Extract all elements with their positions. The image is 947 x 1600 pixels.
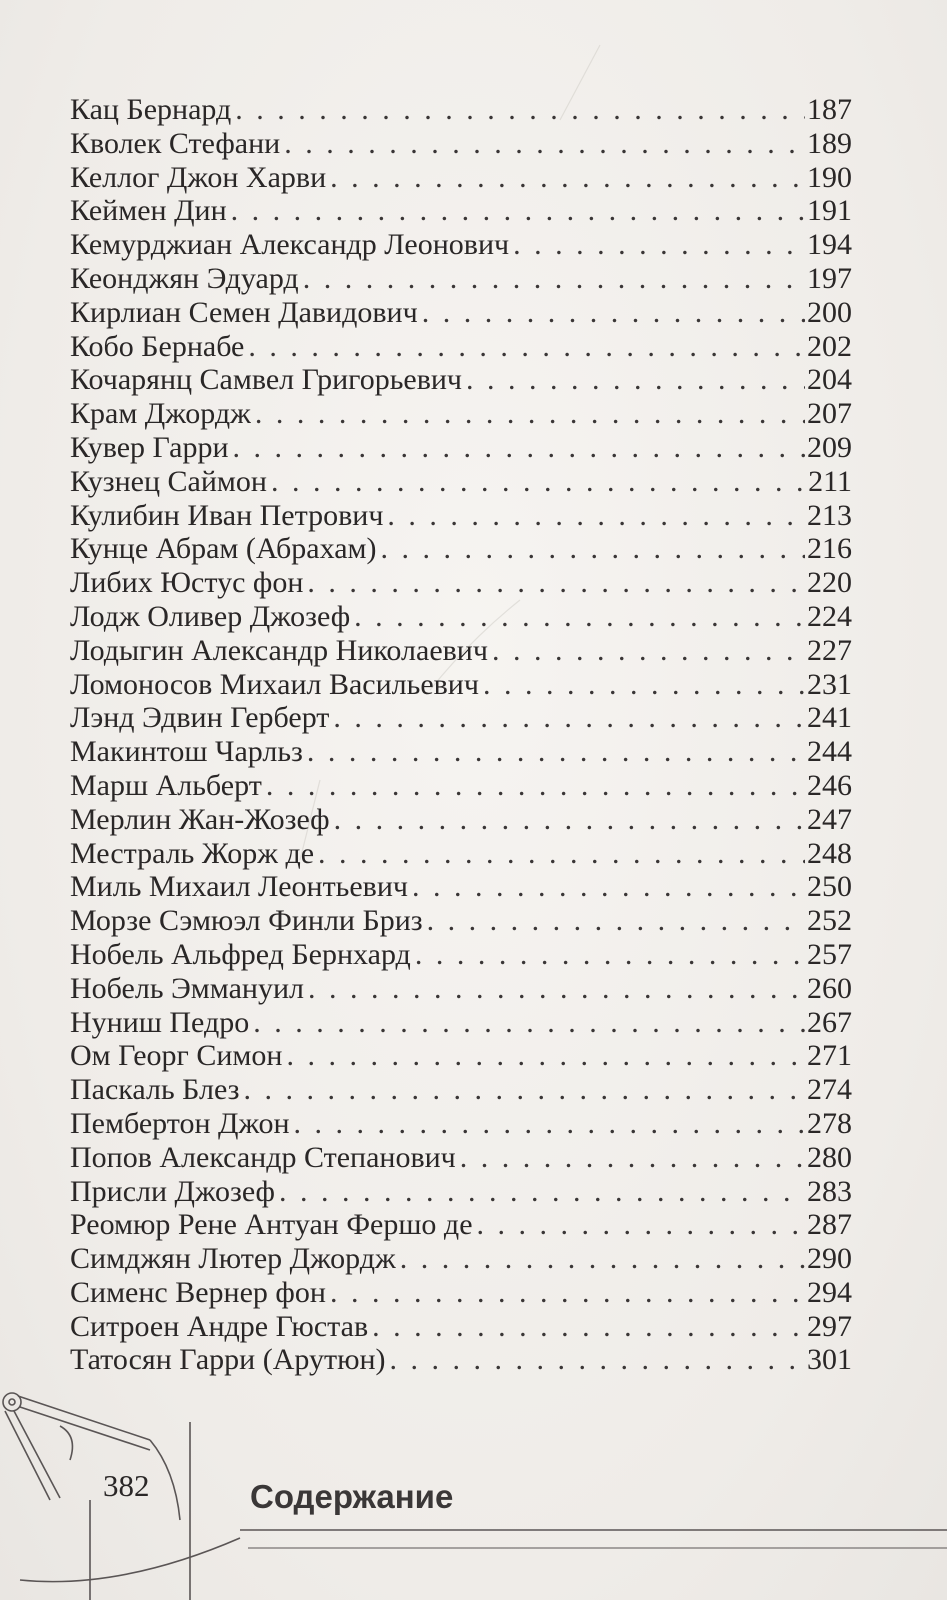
- toc-entry: [70, 499, 852, 533]
- toc-leader-dots: [372, 1310, 805, 1344]
- toc-entry-name: Кузнец Саймон: [70, 464, 267, 498]
- toc-entry-page: 280: [807, 1140, 852, 1174]
- toc-entry-name: Кочарянц Самвел Григорьевич: [70, 363, 463, 397]
- toc-entry: [70, 532, 852, 566]
- toc-entry-page: 190: [807, 160, 852, 194]
- toc-entry-page: 260: [807, 971, 852, 1005]
- toc-entry-name: Нобель Эммануил: [70, 971, 304, 1005]
- toc-entry-name: Кунце Абрам (Абрахам): [70, 532, 377, 566]
- toc-entry-page: 204: [807, 363, 852, 397]
- toc-entry: [70, 735, 852, 769]
- toc-entry-name: Симджян Лютер Джордж: [70, 1242, 396, 1276]
- toc-entry-name: Кирлиан Семен Давидович: [70, 295, 418, 329]
- toc-entry: [70, 668, 852, 702]
- toc-entry-page: 189: [807, 126, 852, 160]
- toc-entry-page: 283: [807, 1174, 852, 1208]
- toc-entry: [70, 397, 852, 431]
- toc-leader-dots: [318, 837, 805, 871]
- toc-leader-dots: [354, 600, 805, 634]
- toc-entry: [70, 228, 852, 262]
- toc-entry-page: 227: [807, 633, 852, 667]
- toc-entry-name: Лодж Оливер Джозеф: [70, 599, 351, 633]
- toc-leader-dots: [422, 296, 805, 330]
- toc-entry-name: Кулибин Иван Петрович: [70, 498, 384, 532]
- toc-leader-dots: [390, 1343, 805, 1377]
- toc-leader-dots: [483, 668, 805, 702]
- toc-entry-name: Ом Георг Симон: [70, 1039, 283, 1073]
- toc-leader-dots: [466, 363, 805, 397]
- toc-leader-dots: [231, 194, 805, 228]
- toc-entry-name: Нуниш Педро: [70, 1005, 250, 1039]
- toc-entry-page: 216: [807, 532, 852, 566]
- toc-entry-page: 246: [807, 768, 852, 802]
- toc-entry: [70, 1039, 852, 1073]
- toc-entry-name: Мерлин Жан-Жозеф: [70, 802, 330, 836]
- toc-entry: [70, 431, 852, 465]
- toc-entry: [70, 1242, 852, 1276]
- toc-entry: [70, 1107, 852, 1141]
- toc-entry: [70, 296, 852, 330]
- toc-entry-page: 248: [807, 836, 852, 870]
- toc-entry-name: Кеймен Дин: [70, 194, 227, 228]
- toc-leader-dots: [460, 1141, 805, 1175]
- toc-entry-name: Ситроен Андре Гюстав: [70, 1309, 369, 1343]
- toc-leader-dots: [381, 532, 806, 566]
- toc-leader-dots: [415, 938, 805, 972]
- toc-entry: [70, 701, 852, 735]
- toc-leader-dots: [308, 972, 805, 1006]
- toc-entry-page: 220: [807, 566, 852, 600]
- toc-entry-page: 187: [807, 93, 852, 126]
- toc-entry-name: Келлог Джон Харви: [70, 160, 327, 194]
- toc-leader-dots: [333, 701, 805, 735]
- toc-entry-page: 194: [807, 228, 852, 262]
- toc-entry: [70, 566, 852, 600]
- toc-entry: [70, 803, 852, 837]
- toc-entry-name: Нобель Альфред Бернхард: [70, 937, 411, 971]
- toc-leader-dots: [400, 1242, 805, 1276]
- toc-leader-dots: [271, 465, 806, 499]
- toc-entry-name: Кеонджян Эдуард: [70, 261, 299, 295]
- toc-entry-page: 213: [807, 498, 852, 532]
- page-number: 382: [103, 1468, 150, 1503]
- toc-leader-dots: [284, 127, 805, 161]
- toc-entry-page: 247: [807, 802, 852, 836]
- toc-entry-page: 301: [807, 1343, 852, 1377]
- toc-entry-page: 250: [807, 870, 852, 904]
- toc-entry: [70, 1276, 852, 1310]
- toc-entry-page: 257: [807, 937, 852, 971]
- toc-entry: [70, 330, 852, 364]
- toc-leader-dots: [387, 499, 805, 533]
- toc-leader-dots: [235, 93, 805, 127]
- toc-leader-dots: [253, 1006, 805, 1040]
- toc-entry: [70, 93, 852, 127]
- toc-entry-name: Марш Альберт: [70, 768, 262, 802]
- toc-entry-page: 290: [807, 1242, 852, 1276]
- toc-entry-page: 207: [807, 397, 852, 431]
- toc-leader-dots: [513, 228, 805, 262]
- toc-entry-page: 211: [808, 464, 852, 498]
- toc-leader-dots: [294, 1107, 805, 1141]
- toc-entry: [70, 1006, 852, 1040]
- section-title: Содержание: [250, 1478, 454, 1515]
- toc-leader-dots: [286, 1039, 805, 1073]
- toc-entry-page: 267: [807, 1005, 852, 1039]
- toc-entry: [70, 634, 852, 668]
- toc-leader-dots: [330, 1276, 805, 1310]
- toc-entry: [70, 972, 852, 1006]
- toc-leader-dots: [477, 1208, 805, 1242]
- toc-entry-name: Либих Юстус фон: [70, 566, 304, 600]
- toc-leader-dots: [233, 431, 805, 465]
- toc-entry-page: 224: [807, 599, 852, 633]
- toc-entry-name: Морзе Сэмюэл Финли Бриз: [70, 904, 423, 938]
- toc-entry: [70, 1141, 852, 1175]
- toc-entry: [70, 465, 852, 499]
- toc-entry-page: 197: [807, 261, 852, 295]
- toc-entry-name: Кобо Бернабе: [70, 329, 245, 363]
- toc-entry: [70, 837, 852, 871]
- toc-entry-page: 209: [807, 430, 852, 464]
- toc-entry: [70, 127, 852, 161]
- toc-entry: [70, 1208, 852, 1242]
- toc-leader-dots: [330, 161, 805, 195]
- toc-entry: [70, 769, 852, 803]
- toc-entry: [70, 1343, 852, 1377]
- toc-leader-dots: [266, 769, 805, 803]
- toc-entry-page: 202: [807, 329, 852, 363]
- toc-entry: [70, 1175, 852, 1209]
- toc-entry-page: 287: [807, 1208, 852, 1242]
- toc-entry-name: Макинтош Чарльз: [70, 735, 303, 769]
- toc-leader-dots: [307, 566, 805, 600]
- toc-entry: [70, 870, 852, 904]
- toc-entry-page: 274: [807, 1073, 852, 1107]
- toc-entry-name: Кувер Гарри: [70, 430, 229, 464]
- toc-entry: [70, 161, 852, 195]
- toc-entry-name: Паскаль Блез: [70, 1073, 240, 1107]
- toc-leader-dots: [248, 330, 805, 364]
- toc-entry-page: 231: [807, 667, 852, 701]
- toc-leader-dots: [412, 870, 805, 904]
- toc-leader-dots: [243, 1073, 805, 1107]
- toc-leader-dots: [307, 735, 805, 769]
- toc-entry-name: Присли Джозеф: [70, 1174, 275, 1208]
- toc-entry-name: Татосян Гарри (Арутюн): [70, 1343, 386, 1377]
- toc-entry-page: 294: [807, 1275, 852, 1309]
- toc-entry-name: Миль Михаил Леонтьевич: [70, 870, 408, 904]
- toc-entry-page: 278: [807, 1106, 852, 1140]
- toc-leader-dots: [492, 634, 805, 668]
- toc-leader-dots: [279, 1175, 805, 1209]
- toc-entry-name: Пембертон Джон: [70, 1106, 290, 1140]
- toc-entry: [70, 904, 852, 938]
- toc-entry-page: 252: [807, 904, 852, 938]
- toc-entry-name: Сименс Вернер фон: [70, 1275, 326, 1309]
- toc-entry-name: Местраль Жорж де: [70, 836, 315, 870]
- toc-entry: [70, 938, 852, 972]
- toc-entry-name: Кац Бернард: [70, 93, 232, 126]
- toc-entry-name: Попов Александр Степанович: [70, 1140, 456, 1174]
- table-of-contents: [70, 93, 852, 1377]
- toc-entry-name: Кемурджиан Александр Леонович: [70, 228, 510, 262]
- toc-entry-page: 241: [807, 701, 852, 735]
- toc-entry: [70, 1073, 852, 1107]
- toc-leader-dots: [303, 262, 805, 296]
- toc-entry-page: 191: [807, 194, 852, 228]
- toc-entry: [70, 600, 852, 634]
- toc-entry-page: 271: [807, 1039, 852, 1073]
- toc-entry-page: 297: [807, 1309, 852, 1343]
- toc-leader-dots: [427, 904, 805, 938]
- toc-entry: [70, 262, 852, 296]
- toc-entry-name: Ломоносов Михаил Васильевич: [70, 667, 479, 701]
- toc-entry: [70, 1310, 852, 1344]
- toc-entry-name: Крам Джордж: [70, 397, 251, 431]
- toc-entry-name: Реомюр Рене Антуан Фершо де: [70, 1208, 473, 1242]
- toc-entry: [70, 363, 852, 397]
- toc-entry-name: Кволек Стефани: [70, 126, 281, 160]
- toc-leader-dots: [334, 803, 805, 837]
- toc-entry-page: 244: [807, 735, 852, 769]
- toc-entry-page: 200: [807, 295, 852, 329]
- toc-entry: [70, 194, 852, 228]
- toc-leader-dots: [255, 397, 805, 431]
- toc-entry-name: Лодыгин Александр Николаевич: [70, 633, 488, 667]
- toc-entry-name: Лэнд Эдвин Герберт: [70, 701, 330, 735]
